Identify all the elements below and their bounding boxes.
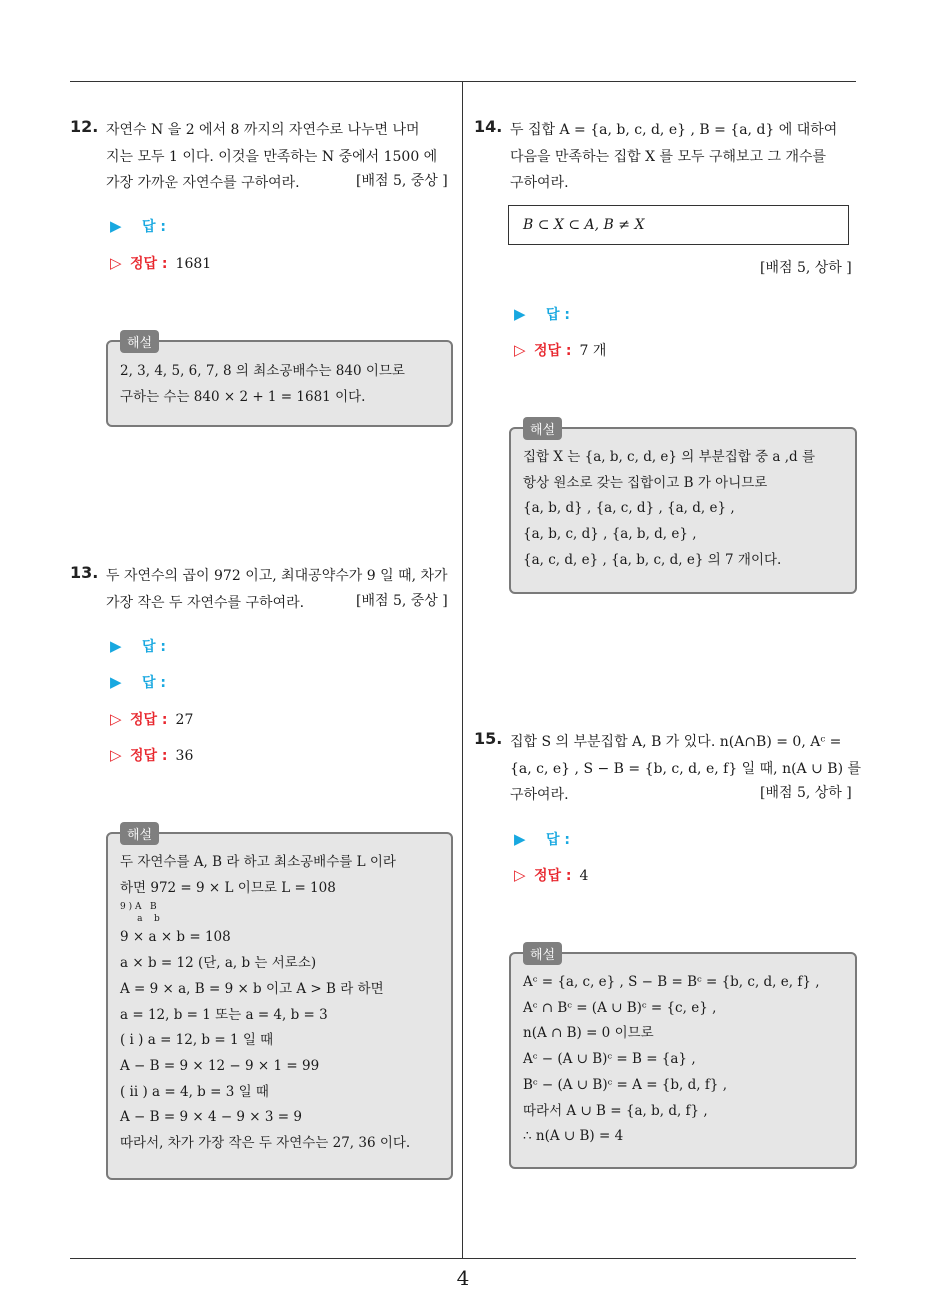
question-number: 13. xyxy=(70,563,99,582)
solution-line: a × b = 12 (단, a, b 는 서로소) xyxy=(120,955,317,972)
solution-box xyxy=(509,423,857,594)
solution-line: A − B = 9 × 12 − 9 × 1 = 99 xyxy=(120,1057,320,1074)
solution-body xyxy=(523,970,820,1150)
question-line: 두 집합 A = {a, b, c, d, e} , B = {a, d} 에 대하여 xyxy=(510,122,838,138)
answer-row xyxy=(110,216,166,236)
correct-answer-row xyxy=(110,253,211,273)
correct-answer-row xyxy=(110,745,193,765)
solution-tag: 해설 xyxy=(120,822,159,845)
correct-arrow-icon: ▷ xyxy=(514,866,526,884)
solution-line: Aᶜ − (A ∪ B)ᶜ = B = {a} , xyxy=(523,1051,696,1068)
question-line: 가장 작은 두 자연수를 구하여라. xyxy=(106,594,305,611)
answer-label: 답 : xyxy=(546,832,570,848)
set-item: {a, c, d} , xyxy=(595,500,663,517)
question-line: 집합 S 의 부분집합 A, B 가 있다. n(A∩B) = 0, Aᶜ = xyxy=(510,734,842,750)
solution-line: Aᶜ ∩ Bᶜ = (A ∪ B)ᶜ = {c, e} , xyxy=(523,999,717,1016)
solution-set-row xyxy=(523,522,845,548)
correct-answer-value: 7 개 xyxy=(579,343,607,359)
solution-line: 항상 원소로 갖는 집합이고 B 가 아니므로 xyxy=(523,474,768,491)
top-rule xyxy=(70,81,856,82)
answer-label: 답 : xyxy=(142,639,166,655)
answer-row xyxy=(514,304,570,324)
solution-line: {a, c, d, e} , {a, b, c, d, e} 의 7 개이다. xyxy=(523,551,782,568)
set-item: {a, b, d} , xyxy=(523,500,592,517)
question-line: 다음을 만족하는 집합 X 를 모두 구해보고 그 개수를 xyxy=(510,148,827,165)
solution-line: 9 × a × b = 108 xyxy=(120,929,231,946)
score-label: [배점 5, 상하 ] xyxy=(760,785,852,801)
correct-answer-label: 정답 : xyxy=(534,343,572,359)
set-item: {a, b, c, d} , xyxy=(523,526,608,543)
condition-box: B ⊂ X ⊂ A, B ≠ X xyxy=(508,205,849,245)
correct-answer-row xyxy=(514,865,588,885)
solution-line: a = 12, b = 1 또는 a = 4, b = 3 xyxy=(120,1006,328,1023)
solution-box xyxy=(509,948,857,1169)
correct-arrow-icon: ▷ xyxy=(514,341,526,359)
question-number: 15. xyxy=(474,729,503,748)
column-divider xyxy=(462,82,463,1258)
solution-line: Aᶜ = {a, c, e} , S − B = Bᶜ = {b, c, d, e, f} , xyxy=(523,974,820,990)
solution-body xyxy=(120,850,410,1157)
question-line: 구하여라. xyxy=(510,787,569,803)
solution-box xyxy=(106,828,453,1180)
solution-set-row xyxy=(523,496,845,522)
answer-label: 답 : xyxy=(546,307,570,323)
solution-line: Bᶜ − (A ∪ B)ᶜ = A = {b, d, f} , xyxy=(523,1076,728,1093)
answer-arrow-icon: ▶ xyxy=(110,637,122,655)
correct-arrow-icon: ▷ xyxy=(110,254,122,272)
answer-arrow-icon: ▶ xyxy=(514,305,526,323)
answer-label: 답 : xyxy=(142,219,166,235)
question-line: 두 자연수의 곱이 972 이고, 최대공약수가 9 일 때, 차가 xyxy=(106,568,448,584)
solution-line: 따라서, 차가 가장 작은 두 자연수는 27, 36 이다. xyxy=(120,1135,411,1152)
answer-row xyxy=(514,829,570,849)
bottom-rule xyxy=(70,1258,856,1259)
answer-row xyxy=(110,672,166,692)
solution-body xyxy=(523,445,845,574)
set-item: {a, b, d, e} , xyxy=(611,526,697,543)
solution-line: ( ii ) a = 4, b = 3 일 때 xyxy=(120,1083,269,1100)
question-line: 가장 가까운 자연수를 구하여라. xyxy=(106,175,300,191)
solution-line: 구하는 수는 840 × 2 + 1 = 1681 이다. xyxy=(120,388,366,405)
solution-box xyxy=(106,336,453,427)
correct-answer-row xyxy=(514,340,606,360)
correct-answer-value: 27 xyxy=(175,712,194,728)
correct-answer-value: 1681 xyxy=(175,256,212,272)
page-number: 4 xyxy=(456,1266,470,1290)
solution-line: A − B = 9 × 4 − 9 × 3 = 9 xyxy=(120,1109,302,1126)
score-label: [배점 5, 상하 ] xyxy=(760,260,852,276)
solution-line: ∴ n(A ∪ B) = 4 xyxy=(523,1128,624,1145)
answer-row xyxy=(110,636,166,656)
solution-tag: 해설 xyxy=(120,330,159,353)
answer-label: 답 : xyxy=(142,675,166,691)
answer-arrow-icon: ▶ xyxy=(110,673,122,691)
correct-answer-value: 4 xyxy=(579,868,589,884)
solution-line: 두 자연수를 A, B 라 하고 최소공배수를 L 이라 xyxy=(120,854,396,870)
solution-line: A = 9 × a, B = 9 × b 이고 A > B 라 하면 xyxy=(120,980,384,997)
correct-answer-row xyxy=(110,709,193,729)
correct-answer-label: 정답 : xyxy=(130,748,168,764)
correct-answer-label: 정답 : xyxy=(130,712,168,728)
correct-answer-label: 정답 : xyxy=(534,868,572,884)
solution-line: 집합 X 는 {a, b, c, d, e} 의 부분집합 중 a ,d 를 xyxy=(523,449,816,465)
solution-division-line: 9 ) A B xyxy=(120,902,157,913)
solution-tag: 해설 xyxy=(523,942,562,965)
score-label: [배점 5, 중상 ] xyxy=(356,173,448,189)
solution-line: 따라서 A ∪ B = {a, b, d, f} , xyxy=(523,1102,708,1119)
score-label: [배점 5, 중상 ] xyxy=(356,593,448,609)
solution-line: 2, 3, 4, 5, 6, 7, 8 의 최소공배수는 840 이므로 xyxy=(120,363,405,379)
question-line: 구하여라. xyxy=(510,175,569,191)
answer-arrow-icon: ▶ xyxy=(514,830,526,848)
solution-division-line: a b xyxy=(120,914,160,925)
question-number: 12. xyxy=(70,117,99,136)
correct-arrow-icon: ▷ xyxy=(110,746,122,764)
correct-answer-value: 36 xyxy=(175,748,194,764)
answer-arrow-icon: ▶ xyxy=(110,217,122,235)
correct-arrow-icon: ▷ xyxy=(110,710,122,728)
question-line: 지는 모두 1 이다. 이것을 만족하는 N 중에서 1500 에 xyxy=(106,148,438,165)
question-line: 자연수 N 을 2 에서 8 까지의 자연수로 나누면 나머 xyxy=(106,122,420,138)
solution-tag: 해설 xyxy=(523,417,562,440)
set-item: {a, d, e} , xyxy=(667,500,735,517)
correct-answer-label: 정답 : xyxy=(130,256,168,272)
solution-body xyxy=(120,359,405,410)
solution-line: ( i ) a = 12, b = 1 일 때 xyxy=(120,1032,274,1049)
question-line: {a, c, e} , S − B = {b, c, d, e, f} 일 때, n(A ∪ B) 를 xyxy=(510,760,862,777)
question-text xyxy=(510,117,858,197)
solution-line: n(A ∩ B) = 0 이므로 xyxy=(523,1025,654,1042)
question-number: 14. xyxy=(474,117,503,136)
solution-line: 하면 972 = 9 × L 이므로 L = 108 xyxy=(120,879,336,896)
